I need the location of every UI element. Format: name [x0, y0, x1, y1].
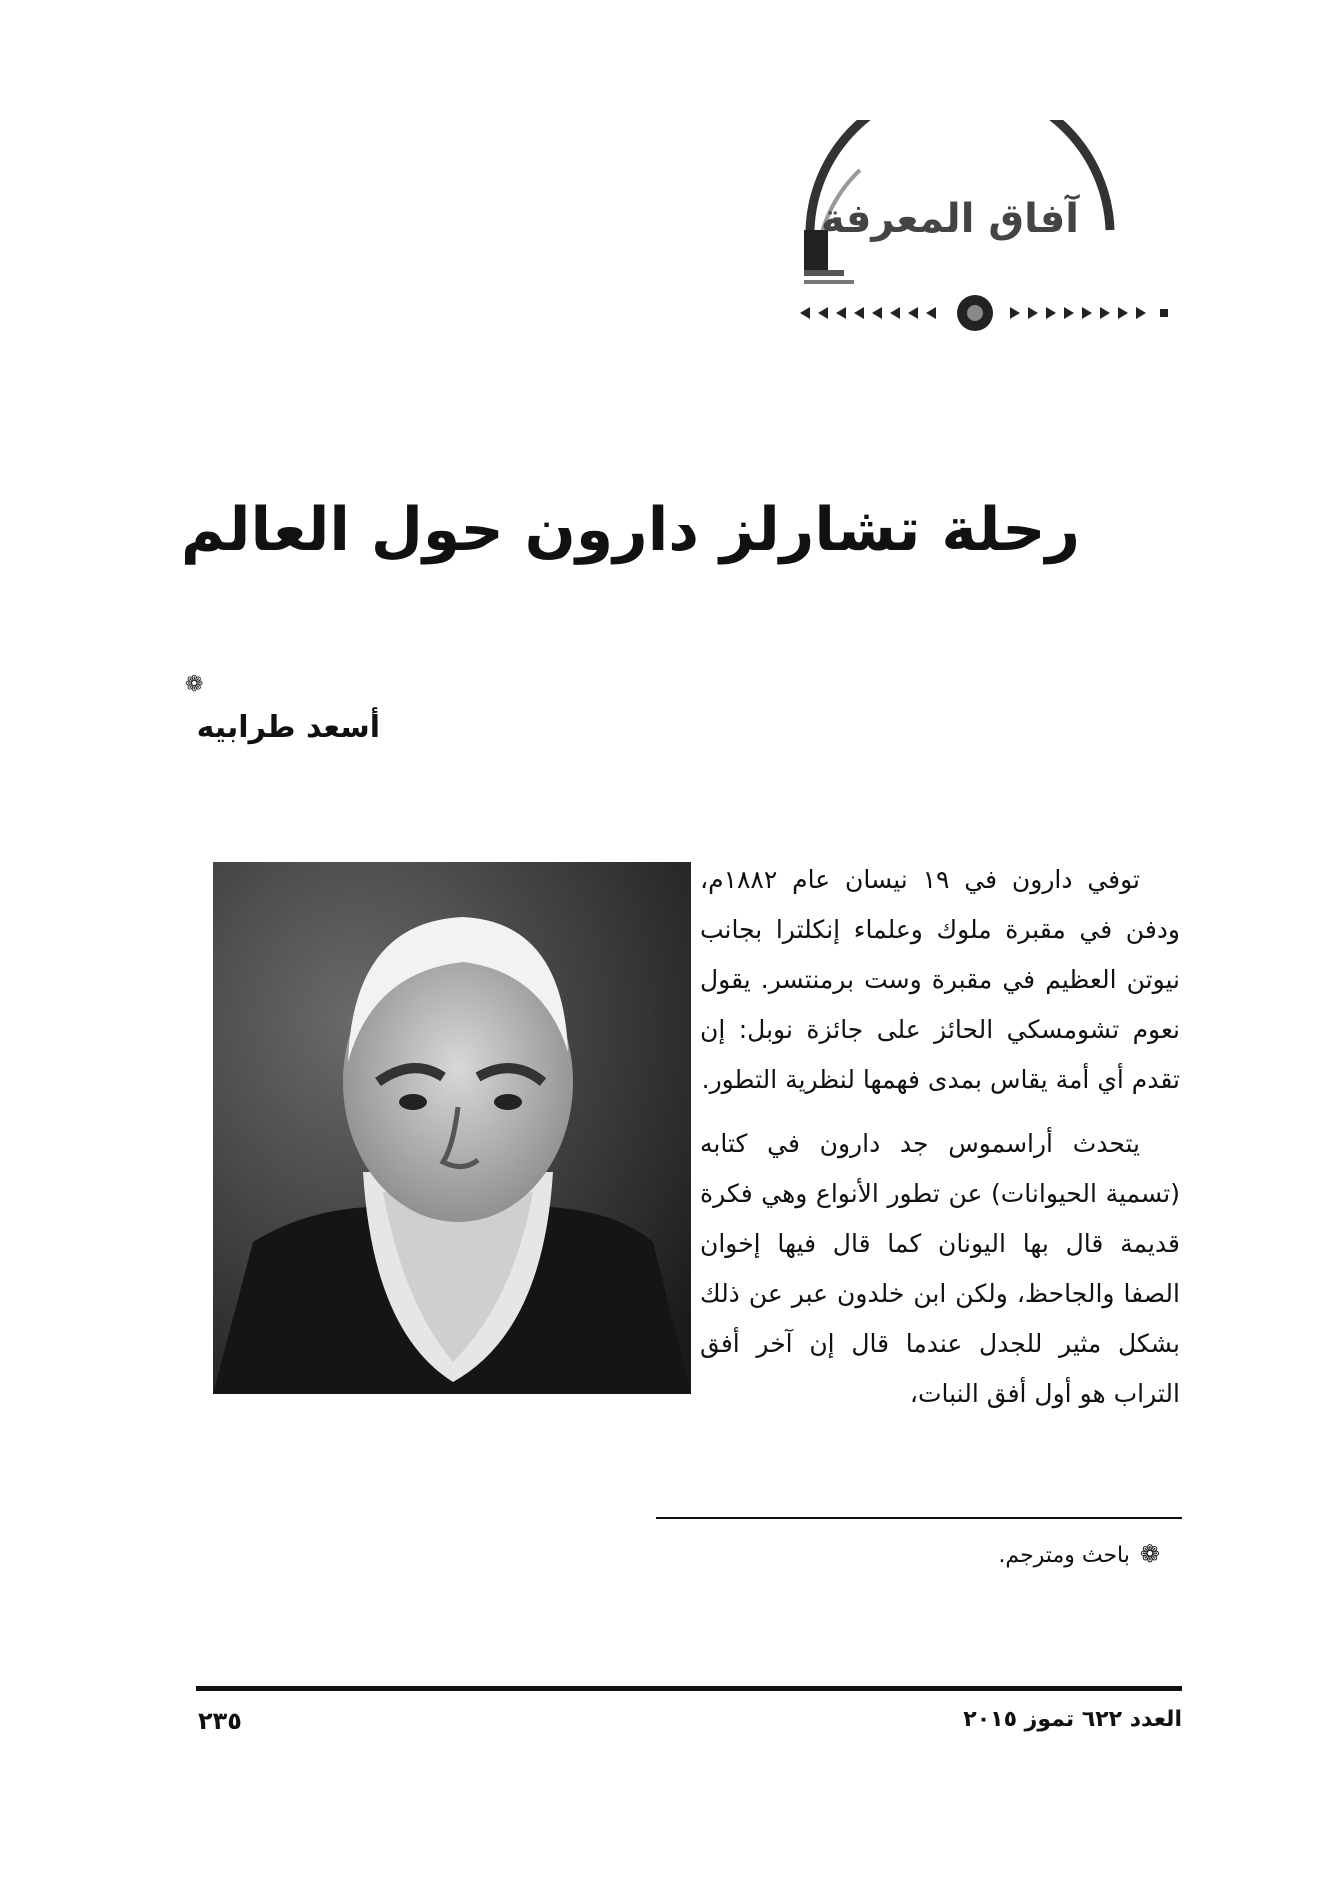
paragraph: يتحدث أراسموس جد دارون في كتابه (تسمية الحيوانات) عن تطور الأنواع وهي فكرة قديمة قال بها اليونان كما قال فيها إخوان الصفا والجاحظ، ولكن ابن خلدون عبر عن ذلك بشكل مثير للجدل عندما قال إن آخر أفق التراب هو أول أفق النبات، [700, 1129, 1180, 1408]
page-number: ٢٣٥ [198, 1707, 242, 1735]
paragraph: توفي دارون في ١٩ نيسان عام ١٨٨٢م، ودفن في مقبرة ملوك وعلماء إنكلترا بجانب نيوتن العظيم في مقبرة وست برمنتسر. يقول نعوم تشومسكي الحائز على جائزة نوبل: إن تقدم أي أمة يقاس بمدى فهمها لنظرية التطور. [700, 865, 1180, 1094]
portrait-photo [213, 862, 691, 1394]
article-body [700, 855, 1180, 1419]
issue-info: العدد ٦٢٢ تموز ٢٠١٥ [963, 1707, 1182, 1732]
footnote-divider [656, 1517, 1182, 1519]
logo-text: آفاق المعرفة [820, 196, 1080, 242]
footer-divider [196, 1686, 1182, 1691]
footnote [780, 1540, 1160, 1568]
footnote-marker-icon: ❁ [1139, 1540, 1160, 1568]
author-name: أسعد طرابيه [196, 710, 380, 745]
footnote-text: باحث ومترجم. [998, 1543, 1130, 1568]
article-title: رحلة تشارلز دارون حول العالم [180, 495, 1080, 565]
author-marker-icon: ❁ [185, 672, 204, 697]
